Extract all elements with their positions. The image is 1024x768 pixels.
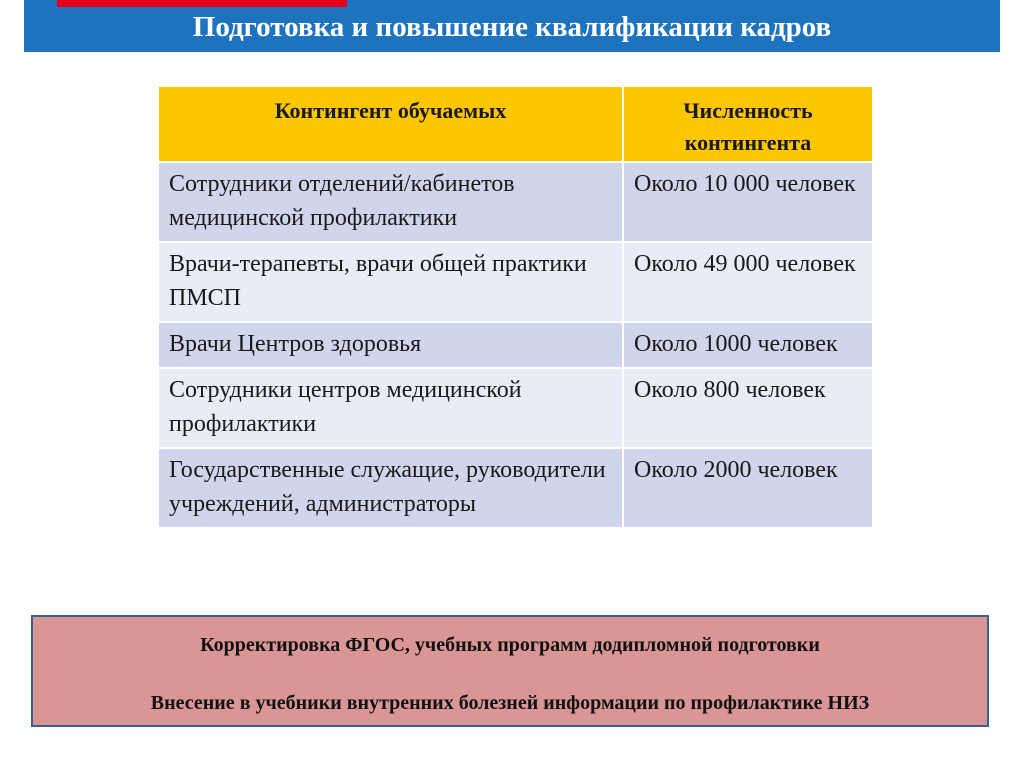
table-row xyxy=(159,243,872,323)
cell-count: Около 800 человек xyxy=(624,369,872,449)
header-contingent: Контингент обучаемых xyxy=(159,87,624,163)
slide-title: Подготовка и повышение квалификации кадров xyxy=(192,11,832,43)
table-row xyxy=(159,449,872,529)
table-row xyxy=(159,369,872,449)
table-row xyxy=(159,323,872,369)
contingent-table xyxy=(159,87,872,529)
cell-contingent: Сотрудники отделений/кабинетов медицинской профилактики xyxy=(159,163,624,243)
cell-count: Около 2000 человек xyxy=(624,449,872,529)
header-count: Численность контингента xyxy=(624,87,872,163)
note-line-textbooks: Внесение в учебники внутренних болезней информации по профилактике НИЗ xyxy=(150,692,870,714)
cell-contingent: Государственные служащие, руководители учреждений, администраторы xyxy=(159,449,624,529)
cell-count: Около 10 000 человек xyxy=(624,163,872,243)
note-box xyxy=(31,615,989,727)
note-line-fgos: Корректировка ФГОС, учебных программ додипломной подготовки xyxy=(200,634,820,656)
table-header-row xyxy=(159,87,872,163)
cell-contingent: Врачи-терапевты, врачи общей практики ПМСП xyxy=(159,243,624,323)
cell-count: Около 1000 человек xyxy=(624,323,872,369)
cell-contingent: Врачи Центров здоровья xyxy=(159,323,624,369)
cell-contingent: Сотрудники центров медицинской профилактики xyxy=(159,369,624,449)
table-row xyxy=(159,163,872,243)
cell-count: Около 49 000 человек xyxy=(624,243,872,323)
